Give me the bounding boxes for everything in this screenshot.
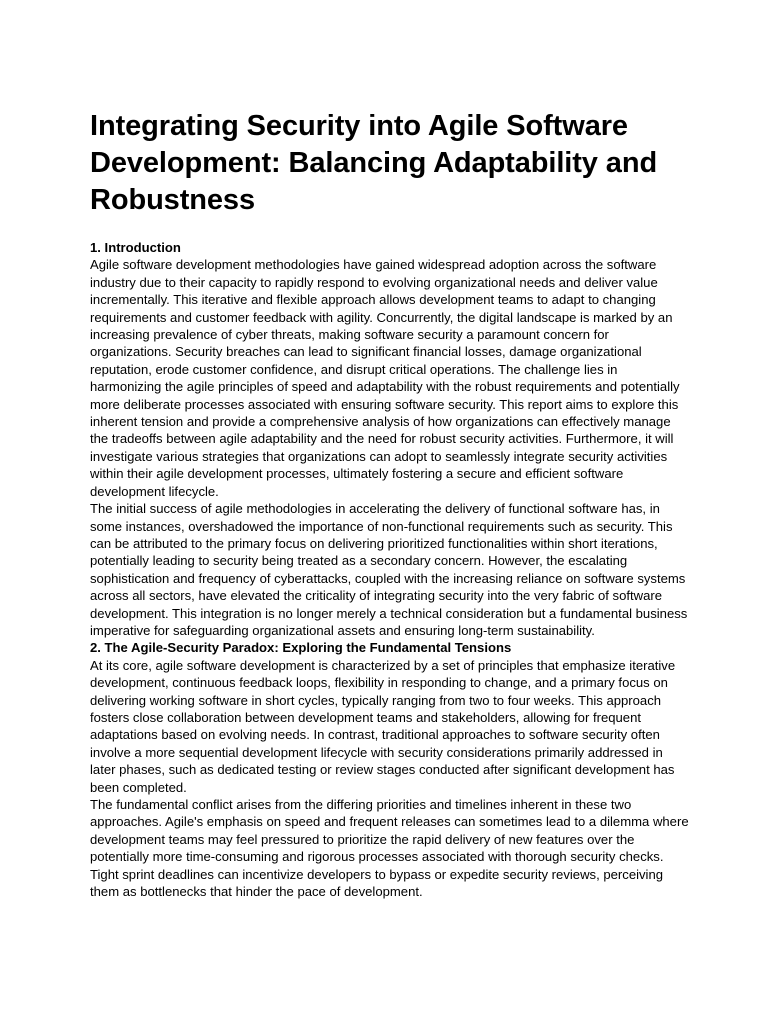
paragraph: At its core, agile software development is characterized by a set of principles that emphasize iterative development, continuous feedback loops, flexibility in responding to change, and a primary focus on delivering working software in short cycles, typically ranging from two to four weeks. This approach fosters close collaboration between development teams and stakeholders, allowing for frequent adaptations based on evolving needs. In contrast, traditional approaches to software security often involve a more sequential development lifecycle with security considerations primarily addressed in later phases, such as dedicated testing or review stages conducted after significant development has been completed. bbox=[90, 657, 676, 795]
document-page bbox=[90, 108, 690, 900]
section-agile-security-paradox bbox=[90, 639, 690, 900]
section-introduction bbox=[90, 239, 690, 639]
section-heading: 2. The Agile-Security Paradox: Exploring the Fundamental Tensions bbox=[90, 640, 512, 656]
paragraph: Agile software development methodologies have gained widespread adoption across the software industry due to their capacity to rapidly respond to evolving organizational needs and deliver value incrementally. This iterative and flexible approach allows development teams to adapt to changing requirements and customer feedback with agility. Concurrently, the digital landscape is marked by an increasing prevalence of cyber threats, making software security a paramount concern for organizations. Security breaches can lead to significant financial losses, damage organizational reputation, erode customer confidence, and disrupt critical operations. The challenge lies in harmonizing the agile principles of speed and adaptability with the robust requirements and potentially more deliberate processes associated with ensuring software security. This report aims to explore this inherent tension and provide a comprehensive analysis of how organizations can effectively manage the tradeoffs between agile adaptability and the need for robust security activities. Furthermore, it will investigate various strategies that organizations can adopt to seamlessly integrate security activities within their agile development processes, ultimately fostering a secure and efficient software development lifecycle. bbox=[90, 257, 680, 499]
section-heading: 1. Introduction bbox=[90, 240, 181, 255]
document-title: Integrating Security into Agile Software Development: Balancing Adaptability and Robustness bbox=[90, 110, 658, 216]
paragraph: The initial success of agile methodologies in accelerating the delivery of functional software has, in some instances, overshadowed the importance of non-functional requirements such as security. This can be attributed to the primary focus on delivering prioritized functionalities within short iterations, potentially leading to security being treated as a secondary concern. However, the escalating sophistication and frequency of cyberattacks, coupled with the increasing reliance on software systems across all sectors, have elevated the criticality of integrating security into the very fabric of software development. This integration is no longer merely a technical consideration but a fundamental business imperative for safeguarding organizational assets and ensuring long-term sustainability. bbox=[90, 501, 688, 638]
paragraph: The fundamental conflict arises from the differing priorities and timelines inherent in these two approaches. Agile's emphasis on speed and frequent releases can sometimes lead to a dilemma where development teams may feel pressured to prioritize the rapid delivery of new features over the potentially more time-consuming and rigorous processes associated with thorough security checks. Tight sprint deadlines can incentivize developers to bypass or expedite security reviews, perceiving them as bottlenecks that hinder the pace of development. bbox=[90, 797, 689, 900]
